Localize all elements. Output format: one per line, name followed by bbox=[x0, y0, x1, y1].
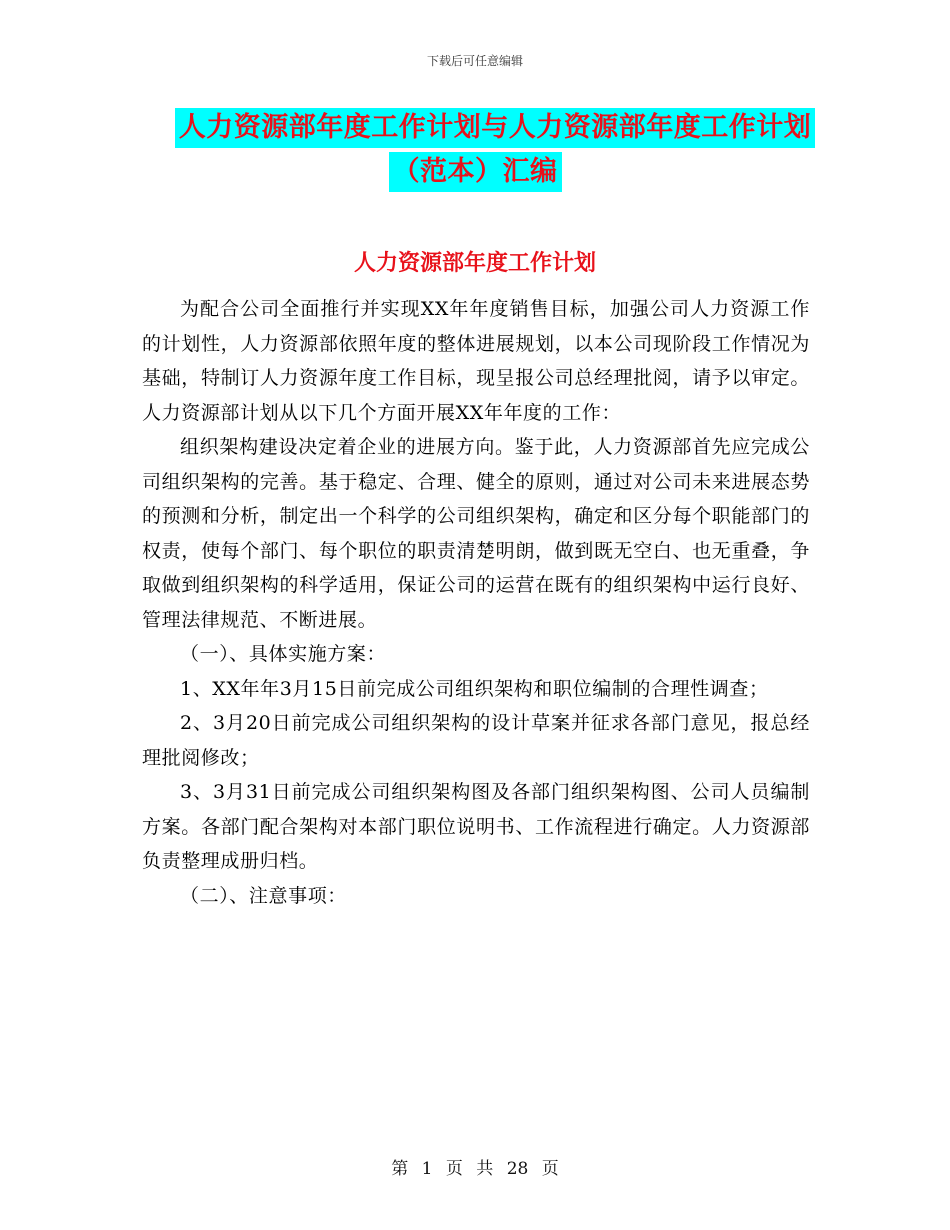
header-note: 下载后可任意编辑 bbox=[426, 54, 523, 68]
heading-notes: （二）、注意事项： bbox=[180, 884, 347, 907]
page-number: 第 1 页 共 28 页 bbox=[391, 1159, 559, 1179]
heading-implementation-plan: （一）、具体实施方案： bbox=[180, 643, 387, 665]
document-body bbox=[142, 292, 810, 913]
title-line-1: 人力资源部年度工作计划与人力资源部年度工作计划 bbox=[175, 108, 816, 148]
paragraph-intro: 为配合公司全面推行并实现XX年年度销售目标，加强公司人力资源工作的计划性，人力资源部依照年度的整体进展规划，以本公司现阶段工作情况为基础，特制订人力资源年度工作目标，现呈报公司总经理批阅，请予以审定。人力资源部计划从以下几个方面开展XX年年度的工作： bbox=[142, 298, 810, 424]
section-heading: 人力资源部年度工作计划 bbox=[353, 251, 596, 276]
list-item-1: 1、XX年年3月15日前完成公司组织架构和职位编制的合理性调查； bbox=[180, 677, 769, 700]
paragraph-org-structure: 组织架构建设决定着企业的进展方向。鉴于此，人力资源部首先应完成公司组织架构的完善。基于稳定、合理、健全的原则，通过对公司未来进展态势的预测和分析，制定出一个科学的公司组织架构，确定和区分每个职能部门的权责，使每个部门、每个职位的职责清楚明朗，做到既无空白、也无重叠，争取做到组织架构的科学适用，保证公司的运营在既有的组织架构中运行良好、管理法律规范、不断进展。 bbox=[142, 436, 810, 631]
list-item-2: 2、3月20日前完成公司组织架构的设计草案并征求各部门意见，报总经理批阅修改； bbox=[142, 712, 810, 769]
document-title bbox=[0, 108, 950, 196]
list-item-3: 3、3月31日前完成公司组织架构图及各部门组织架构图、公司人员编制方案。各部门配合架构对本部门职位说明书、工作流程进行确定。人力资源部负责整理成册归档。 bbox=[142, 781, 810, 872]
title-line-2: （范本）汇编 bbox=[389, 152, 562, 192]
